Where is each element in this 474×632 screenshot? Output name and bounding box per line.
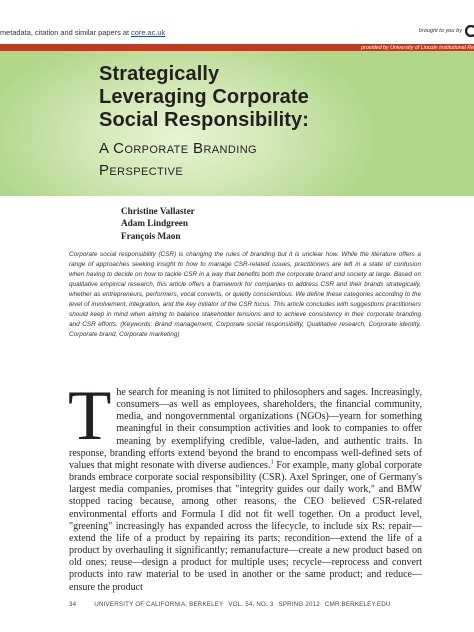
journal-website: CMR.BERKELEY.EDU (324, 601, 391, 608)
author-name: Christine Vallaster (121, 206, 195, 216)
journal-name: UNIVERSITY OF CALIFORNIA, BERKELEY (94, 601, 224, 608)
body-paragraph-part-1: he search for meaning is not limited to philosophers and sages. Increasingly, consumers—as well as employees, shareholders, the financial community, media, and nongovernmental organizations (NGOs)—yearn for something meaningful in their consumption activities and look to companies to offer meaning by exemplifying credible, value-laden, and authentic traits. In response, branding efforts extend beyond the brand to encompass well-defined sets of values that might resonate with diverse audiences. (69, 387, 422, 471)
author-name: François Maon (121, 230, 181, 241)
core-banner (0, 0, 474, 50)
body-paragraph-part-2: For example, many global corporate brands embrace corporate social responsibility (CSR). Axel Springer, one of Germany's largest media companies, promises that "integrity guides our daily work," and BMW stopped racing because, among other reasons, the CEO believed CSR-related environmental efforts and Formula I did not fit well together. On a product level, "greening" increasingly has expanded across the lifecycle, to include six Rs: repair—extend the life of a product by repairing its parts; recondition—extend the life of a product by overhauling it significantly; remanufacture—create a new product based on old ones; reuse—design a product for multiple uses; recycle—reprocess and convert products into raw material to be used in another or the same product; and reduce—ensure the product (69, 459, 422, 593)
article-subtitle-line-1: A Corporate Branding (99, 140, 257, 157)
page-number: 34 (69, 601, 77, 608)
author-list (121, 205, 195, 242)
core-metadata-text: metadata, citation and similar papers at (0, 28, 132, 37)
article-subtitle (99, 138, 257, 182)
article-subtitle-line-2: Perspective (99, 162, 184, 179)
core-link[interactable]: core.ac.uk (131, 28, 166, 37)
author-name: Adam Lindgreen (121, 218, 188, 229)
journal-volume: VOL. 54, NO. 3 (228, 601, 274, 608)
article-title: Strategically Leveraging Corporate Social Responsibility: (99, 63, 310, 131)
core-metadata-note (0, 28, 165, 37)
footnote-marker[interactable]: 1 (270, 458, 274, 466)
journal-season: SPRING 2012 (278, 601, 320, 608)
abstract: Corporate social responsibility (CSR) is changing the rules of branding but it is unclear how. While the literature offers a range of approaches seeking insight to how to manage CSR-related issues, practitioners are left in a state of confusion when having to decide on how to tackle CSR in a way that benefits both the corporate brand and society at large. Based on qualitative empirical research, this article offers a framework for companies to address CSR and their brands strategically, whether as entrepreneurs, performers, vocal converts, or quietly conscientious. We define these categories according to the level of involvement, integration, and the key initiator of the CSR focus. This article concludes with suggestions practitioners should keep in mind when aiming to balance stakeholder tensions and to achieve consistency in their corporate branding and CSR efforts. (Keywords: Brand management, Corporate social responsibility, Qualitative research, Corporate identity, Corporate brand, Corporate marketing) (69, 251, 421, 338)
page-footer (69, 601, 391, 608)
provided-by-label: provided by University of Lincoln Institutional Re (361, 44, 474, 51)
brought-to-you-label: brought to you by (418, 28, 462, 34)
core-logo-icon (465, 25, 474, 37)
drop-cap: T (68, 377, 112, 455)
body-text (68, 377, 422, 594)
